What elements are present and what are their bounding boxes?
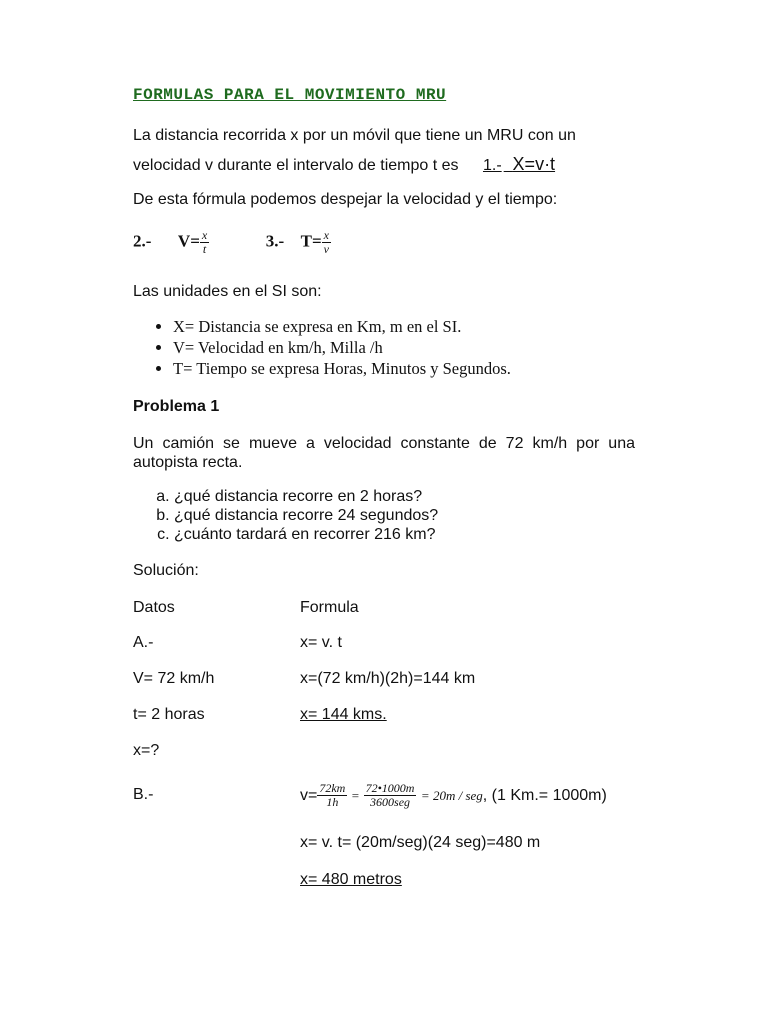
unit-item-time: • T= Tiempo se expresa Horas, Minutos y Segundos.	[173, 358, 511, 379]
formula-2-lhs: V=	[177, 231, 200, 251]
formula-2-number: 2.-	[133, 231, 152, 251]
question-a: a. ¿qué distancia recorre en 2 horas?	[174, 487, 438, 506]
part-b-fraction-2	[364, 782, 417, 809]
formula-3-lhs: T=	[300, 231, 322, 251]
units-intro: Las unidades en el SI son:	[133, 283, 322, 300]
formula-2-fraction	[200, 229, 209, 256]
formula-2-numerator: x	[201, 228, 208, 242]
question-c: c. ¿cuánto tardará en recorrer 216 km?	[174, 525, 438, 544]
formula-2-denominator: t	[202, 242, 207, 256]
despejar-text: De esta fórmula podemos despejar la velocidad y el tiempo:	[133, 191, 558, 208]
units-list	[133, 316, 511, 379]
problem-title: Problema 1	[133, 398, 220, 415]
part-b-v-lhs: v=	[300, 787, 318, 804]
distance-unknown: x=?	[133, 742, 160, 759]
part-b-label: B.-	[133, 786, 154, 803]
formula-3-fraction	[322, 229, 331, 256]
part-b-calculation: x= v. t= (20m/seg)(24 seg)=480 m	[300, 834, 541, 851]
formula-3-number: 3.-	[265, 231, 285, 251]
page-title: FORMULAS PARA EL MOVIMIENTO MRU	[133, 86, 447, 104]
part-b-velocity-result: = 20m / seg	[420, 788, 483, 803]
part-a-calculation: x=(72 km/h)(2h)=144 km	[300, 670, 476, 687]
part-b-velocity-conversion: v= $\frac{72km}{1h}$ = $\frac{72•1000m}{\text{3600seg}}$ = 20m / seg, (1 Km.= 1000m)	[300, 781, 607, 810]
part-a-formula: x= v. t	[300, 634, 342, 651]
part-b-fraction-1	[317, 782, 347, 809]
intro-paragraph	[133, 122, 635, 180]
formula-1: X=v·t	[512, 154, 556, 174]
part-b-fraction-1-top: 72km	[319, 781, 346, 796]
time-dato: t= 2 horas	[133, 706, 205, 723]
part-b-fraction-1-bottom: 1h	[326, 795, 339, 810]
problem-text: Un camión se mueve a velocidad constante de 72 km/h por una autopista recta.	[133, 435, 635, 471]
formula-3-denominator: v	[323, 242, 329, 256]
part-b-conversion-note: , (1 Km.= 1000m)	[482, 787, 607, 804]
formula-3-numerator: x	[323, 228, 329, 242]
formula-header: Formula	[300, 599, 359, 616]
unit-item-distance: • X= Distancia se expresa en Km, m en el SI.	[173, 316, 511, 337]
formula-1-number: 1.-	[482, 157, 502, 174]
velocity-dato: V= 72 km/h	[133, 670, 215, 687]
part-a-result: x= 144 kms.	[300, 706, 387, 723]
part-a-label: A.-	[133, 634, 154, 651]
questions-list	[133, 487, 438, 544]
part-b-fraction-2-top: 72•1000m	[365, 781, 415, 796]
question-b: b. ¿qué distancia recorre 24 segundos?	[174, 506, 438, 525]
unit-item-velocity: • V= Velocidad en km/h, Milla /h	[173, 337, 511, 358]
intro-line-2-text: velocidad v durante el intervalo de tiempo t es	[133, 157, 459, 174]
formulas-row	[133, 229, 331, 256]
intro-line-2	[133, 150, 635, 180]
datos-header: Datos	[133, 599, 175, 616]
part-b-fraction-2-bottom: 3600seg	[370, 795, 411, 810]
intro-line-1: La distancia recorrida x por un móvil que tiene un MRU con un	[133, 127, 576, 144]
solucion-label: Solución:	[133, 562, 199, 579]
part-b-result: x= 480 metros	[300, 871, 402, 888]
